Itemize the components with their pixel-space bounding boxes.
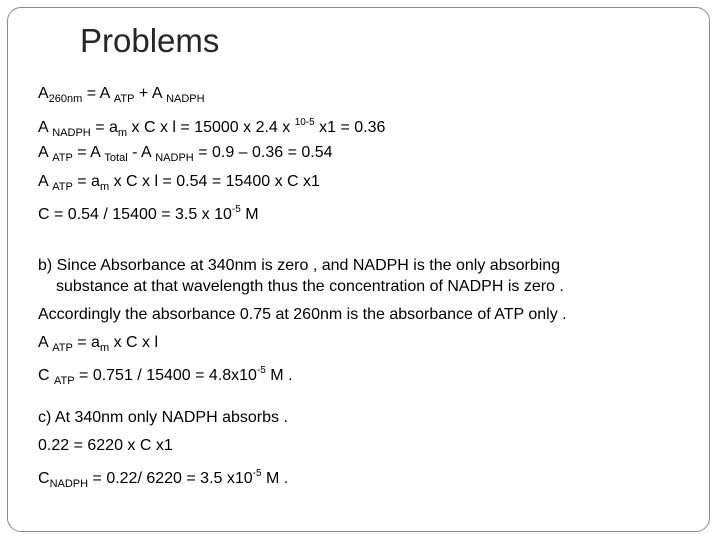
equation-line-2 <box>38 113 385 143</box>
part-c-line-2: 0.22 = 6220 x C x1 <box>38 437 173 454</box>
subscript: ATP <box>52 342 73 354</box>
equation-line-3 <box>38 143 333 168</box>
part-b-line-1: b) Since Absorbance at 340nm is zero , and NADPH is the only absorbing <box>38 257 561 274</box>
text: = A <box>72 144 105 161</box>
subscript: m <box>99 181 110 193</box>
part-b-line-3: Accordingly the absorbance 0.75 at 260nm is the absorbance of ATP only . <box>38 306 567 323</box>
text: = a <box>72 334 100 351</box>
text: A <box>38 144 53 161</box>
text: = a <box>90 119 118 136</box>
text: + A <box>134 85 167 102</box>
equation-line-5 <box>38 200 259 225</box>
subscript: ATP <box>52 181 73 193</box>
text: C <box>38 470 50 487</box>
part-c-line-1: c) At 340nm only NADPH absorbs . <box>38 409 288 426</box>
superscript: -5 <box>252 468 262 479</box>
text: = 0.751 / 15400 = 4.8x10 <box>74 367 257 384</box>
text: x1 = 0.36 <box>314 119 386 136</box>
subscript: 260nm <box>48 93 83 105</box>
equation-line-7 <box>38 361 293 391</box>
equation-line-4 <box>38 172 320 197</box>
equation-line-8 <box>38 464 288 494</box>
subscript: NADPH <box>166 93 205 105</box>
subscript: m <box>117 127 128 139</box>
text: = 0.22/ 6220 = 3.5 x10 <box>88 470 253 487</box>
subscript: ATP <box>113 93 135 105</box>
subscript: NADPH <box>49 478 89 490</box>
text: x C x l = 15000 x 2.4 x <box>127 119 295 136</box>
text: M . <box>265 367 293 384</box>
text: - A <box>127 144 156 161</box>
equation-line-6 <box>38 333 158 358</box>
text: M <box>240 206 259 223</box>
superscript: 10-5 <box>294 117 315 128</box>
subscript: ATP <box>54 375 75 387</box>
text: M . <box>261 470 289 487</box>
text: A <box>38 334 53 351</box>
text: = a <box>72 173 100 190</box>
text: = A <box>82 85 114 102</box>
subscript: Total <box>104 152 128 164</box>
subscript: NADPH <box>155 152 194 164</box>
text: = 0.9 – 0.36 = 0.54 <box>193 144 333 161</box>
text: C <box>38 367 54 384</box>
equation-line-1 <box>38 84 205 109</box>
text: x C x l <box>109 334 159 351</box>
text: A <box>38 119 53 136</box>
subscript: ATP <box>52 152 73 164</box>
superscript: -5 <box>256 365 266 376</box>
text: C = 0.54 / 15400 = 3.5 x 10 <box>38 206 232 223</box>
subscript: NADPH <box>52 127 91 139</box>
part-b-line-2: substance at that wavelength thus the concentration of NADPH is zero . <box>56 278 564 295</box>
text: A <box>38 85 49 102</box>
text: A <box>38 173 53 190</box>
subscript: m <box>99 342 110 354</box>
text: x C x l = 0.54 = 15400 x C x1 <box>109 173 320 190</box>
superscript: -5 <box>231 204 241 215</box>
slide-title: Problems <box>80 22 220 59</box>
